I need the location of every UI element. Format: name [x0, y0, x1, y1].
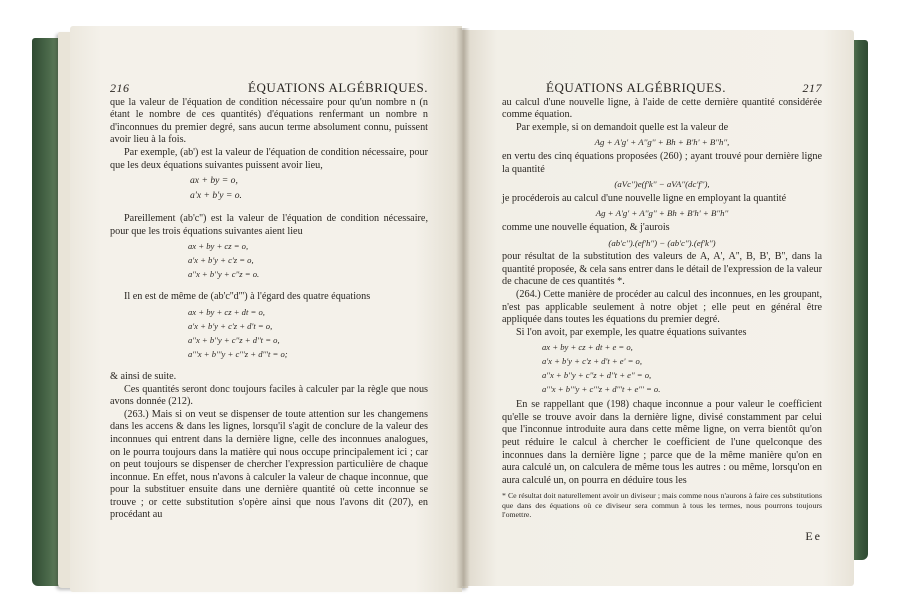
left-paragraph-5: & ainsi de suite. — [110, 370, 177, 382]
right-paragraph-3: en vertu des cinq équations proposées (260) ; ayant trouvé pour dernière ligne la quantité — [502, 150, 822, 175]
right-page — [462, 30, 854, 586]
equation-line: a'x + b'y + c'z + d't = o, — [188, 320, 273, 331]
left-paragraph-2: Par exemple, (ab') est la valeur de l'équation de condition nécessaire, pour que les deux équations suivantes puissent avoir lieu, — [110, 146, 428, 171]
equation-line: ax + by = o, — [190, 175, 238, 187]
left-page-number: 216 — [110, 81, 130, 95]
right-page-number: 217 — [802, 81, 822, 95]
equation-line: a'''x + b'''y + c'''z + d'''t + e''' = o. — [542, 384, 661, 395]
left-page-header — [110, 82, 428, 95]
equation-line: Ag + A'g' + A''g'' + Bh + B'h' + B''h'', — [594, 137, 730, 148]
right-page-header — [502, 82, 822, 95]
equation-line: (aVc'')e(f'k'' − aVA''(dc'f''), — [614, 179, 710, 190]
equation-line: a'x + b'y = o. — [190, 190, 242, 202]
book-gutter — [456, 28, 470, 588]
equation-line: a''x + b''y + c''z + d''t = o, — [188, 334, 280, 345]
left-paragraph-3: Pareillement (ab'c'') est la valeur de l'équation de condition nécessaire, pour que les trois équations suivantes aient lieu — [110, 213, 428, 237]
right-paragraph-2: Par exemple, si on demandoit quelle est la valeur de — [516, 121, 729, 133]
equation-line: a'''x + b'''y + c'''z + d'''t = o; — [188, 348, 288, 359]
equation-line: a'x + b'y + c'z + d't + e' = o, — [542, 356, 642, 367]
equation-line: a''x + b''y + c''z = o. — [188, 269, 260, 280]
equation-line: a''x + b''y + c''z + d''t + e'' = o, — [542, 370, 652, 381]
left-paragraph-4: Il en est de même de (ab'c''d''') à l'égard des quatre équations — [124, 291, 371, 303]
right-paragraph-8: Si l'on avoit, par exemple, les quatre équations suivantes — [516, 326, 747, 338]
right-paragraph-9: En se rappellant que (198) chaque inconnue a pour valeur le coefficient qu'elle se trouve avoir dans la dernière ligne, divisé constamment par celui que l'inconnue introduite aura dans cette même ligne, on verra bientôt qu'on peut réduire le calcul à chercher le coefficient de l'une quelconque des inconnues dans la dernière ligne ; parce que de la même manière qu'on en aura calculé un, on calculera de même tous les autres : ou même, lorsqu'on en aura calculé un, on pourra en déduire tous les — [502, 399, 822, 486]
right-paragraph-6: pour résultat de la substitution des valeurs de A, A', A'', B, B', B'', dans la quantité proposée, & cela sans entrer dans le détail de l'expression de la valeur de chacune de ces quantités *. — [502, 251, 822, 288]
footnote: * Ce résultat doit naturellement avoir un diviseur ; mais comme nous n'aurons à faire ces substitutions que dans des équations où ce diviseur sera commun à tous les termes, nous pourrons toujours l'omettre. — [502, 491, 822, 520]
left-paragraph-6: Ces quantités seront donc toujours faciles à calculer par la règle que nous avons donnée (212). — [110, 383, 428, 408]
equation-line: ax + by + cz + dt + e = o, — [542, 342, 633, 353]
right-paragraph-5: comme une nouvelle équation, & j'aurois — [502, 221, 670, 233]
equation-line: Ag + A'g' + A''g'' + Bh + B'h' + B''h'' — [595, 208, 729, 219]
left-page — [70, 26, 462, 592]
left-page-content — [110, 82, 428, 522]
left-paragraph-7: (263.) Mais si on veut se dispenser de toute attention sur les changemens dans les accens & dans les lignes, lorsqu'il s'agit de conclure de la valeur des inconnues qui entrent dans la dernière ligne, celle des inconnues analogues, on le pourra toujours dans la matière qui nous occupe principalement ici ; car on peut toujours se dispenser de chercher l'expression particulière de chaque inconnue. En effet, nous n'avons à calculer la valeur de chaque inconnue, que pour la substituer ensuite dans une dernière quantité où cette inconnue se trouve ; or cette substitution s'opère ainsi que nous l'avons dit (207), en procédant au — [110, 408, 428, 521]
right-page-content — [502, 82, 822, 542]
signature-mark: Ee — [805, 528, 822, 543]
right-paragraph-7: (264.) Cette manière de procéder au calcul des inconnues, en les groupant, n'est pas applicable seulement à notre objet ; elle peut en général être appliquée dans toutes les équations du premier degré. — [502, 288, 822, 326]
equation-line: (ab'c'').(ef'h'') − (ab'c'').(ef'k'') — [608, 237, 716, 248]
equation-line: ax + by + cz = o, — [188, 241, 249, 252]
equation-line: ax + by + cz + dt = o, — [188, 306, 265, 317]
equation-line: a'x + b'y + c'z = o, — [188, 255, 254, 266]
left-paragraph-1: que la valeur de l'équation de condition nécessaire pour qu'un nombre n (n étant le nombre de ces quantités) d'équations renfermant un nombre n d'inconnues du premier degré, sans aucun terme absolument connu, puissent avoir lieu à la fois. — [110, 96, 428, 146]
right-paragraph-4: je procéderois au calcul d'une nouvelle ligne en employant la quantité — [502, 192, 787, 204]
left-running-title: ÉQUATIONS ALGÉBRIQUES. — [248, 80, 428, 95]
right-running-title: ÉQUATIONS ALGÉBRIQUES. — [546, 80, 726, 95]
right-paragraph-1: au calcul d'une nouvelle ligne, à l'aide de cette dernière quantité considérée comme équation. — [502, 96, 822, 121]
